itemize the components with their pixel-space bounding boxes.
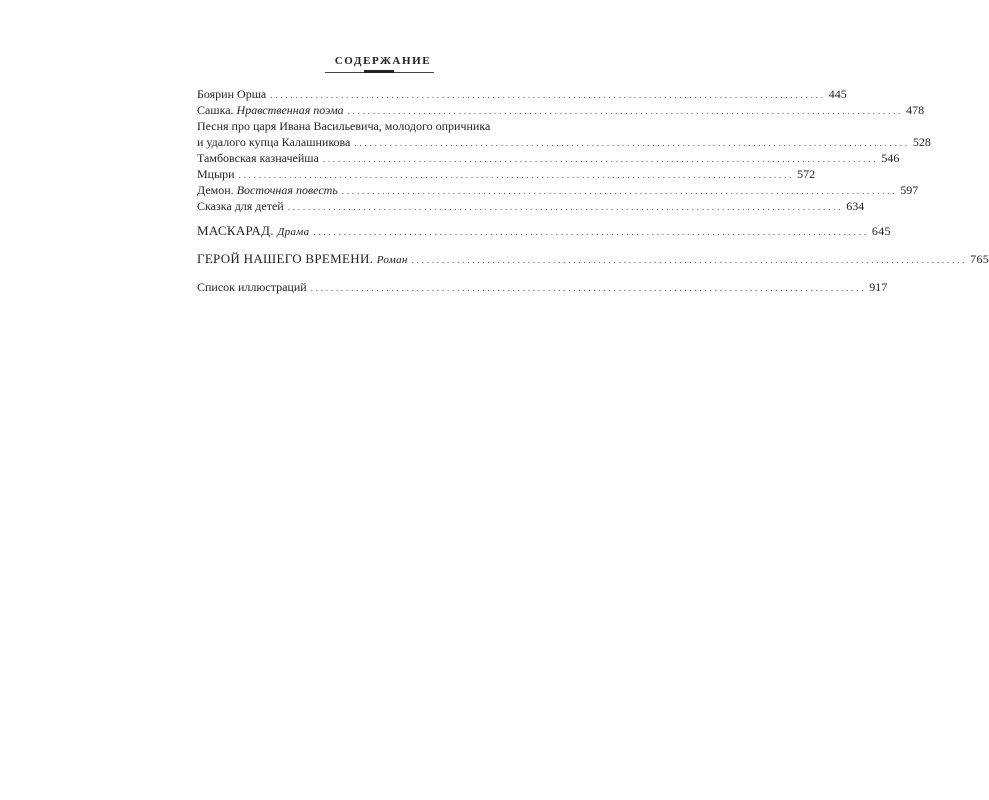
toc-entry-title: Сказка для детей bbox=[197, 199, 284, 213]
toc-entry-geroy[interactable] bbox=[197, 251, 989, 267]
toc-entry-mtsyri[interactable] bbox=[197, 166, 816, 182]
dot-leader: .............................................................................................................. bbox=[347, 106, 904, 116]
toc-entry-skazka[interactable] bbox=[197, 198, 865, 214]
toc-entry-pesnya[interactable] bbox=[197, 134, 931, 150]
dot-leader: .............................................................................................................. bbox=[354, 138, 910, 148]
toc-entry-page: 445 bbox=[828, 87, 847, 101]
toc-entry-pesnya-line1[interactable]: Песня про царя Ивана Васильевича, молодого опричника bbox=[197, 119, 491, 133]
toc-entry-title: Тамбовская казначейша bbox=[197, 151, 319, 165]
toc-entry-page: 597 bbox=[900, 183, 919, 197]
dot-leader: .............................................................................................................. bbox=[238, 170, 795, 180]
toc-entry-sashka[interactable] bbox=[197, 102, 925, 118]
page-header bbox=[0, 55, 766, 67]
dot-leader: .............................................................................................................. bbox=[313, 227, 869, 237]
toc-entry-boyarin-orsha[interactable] bbox=[197, 86, 847, 102]
toc-entry-page: 528 bbox=[912, 135, 931, 149]
toc-entry-page: 546 bbox=[881, 151, 900, 165]
dot-leader: .............................................................................................................. bbox=[310, 283, 867, 293]
toc-entry-page: 917 bbox=[869, 280, 888, 294]
toc-entry-page: 765 bbox=[970, 252, 989, 266]
toc-entry-title: Демон. Восточная повесть bbox=[197, 183, 338, 197]
section-gap bbox=[197, 239, 578, 251]
toc-entry-maskarad[interactable] bbox=[197, 223, 891, 239]
toc-entry-title: Список иллюстраций bbox=[197, 280, 307, 294]
dot-leader: .............................................................................................................. bbox=[341, 186, 898, 196]
toc-entry-page: 645 bbox=[871, 224, 891, 238]
dot-leader: .............................................................................................................. bbox=[270, 90, 826, 100]
toc-entry-subtitle: Восточная повесть bbox=[236, 183, 338, 197]
toc-entry-title: Боярин Орша bbox=[197, 87, 267, 101]
toc-entry-subtitle: Драма bbox=[277, 226, 310, 238]
dot-leader: .............................................................................................................. bbox=[322, 154, 879, 164]
page-title: СОДЕРЖАНИЕ bbox=[334, 55, 432, 67]
toc-entry-demon[interactable] bbox=[197, 182, 919, 198]
toc-entry-page: 478 bbox=[906, 103, 925, 117]
dot-leader: .............................................................................................................. bbox=[287, 202, 844, 212]
toc-entry-page: 572 bbox=[797, 167, 816, 181]
toc-entry-tambovskaya[interactable] bbox=[197, 150, 900, 166]
toc-entry-subtitle: Роман bbox=[376, 254, 408, 266]
toc-entry-title: ГЕРОЙ НАШЕГО ВРЕМЕНИ. Роман bbox=[197, 251, 408, 266]
toc-entry-title: и удалого купца Калашникова bbox=[197, 135, 351, 149]
toc-entry-illustrations[interactable] bbox=[197, 279, 888, 295]
toc-entry-subtitle: Нравственная поэма bbox=[236, 103, 344, 117]
section-gap bbox=[197, 267, 578, 279]
table-of-contents bbox=[197, 86, 989, 295]
toc-entry-title: Сашка. Нравственная поэма bbox=[197, 103, 344, 117]
section-gap bbox=[197, 214, 578, 223]
title-underline-accent bbox=[364, 70, 394, 73]
toc-entry-title: МАСКАРАД. Драма bbox=[197, 223, 310, 238]
toc-entry-page: 634 bbox=[846, 199, 865, 213]
toc-entry-title: Мцыри bbox=[197, 167, 235, 181]
dot-leader: .............................................................................................................. bbox=[411, 255, 968, 265]
